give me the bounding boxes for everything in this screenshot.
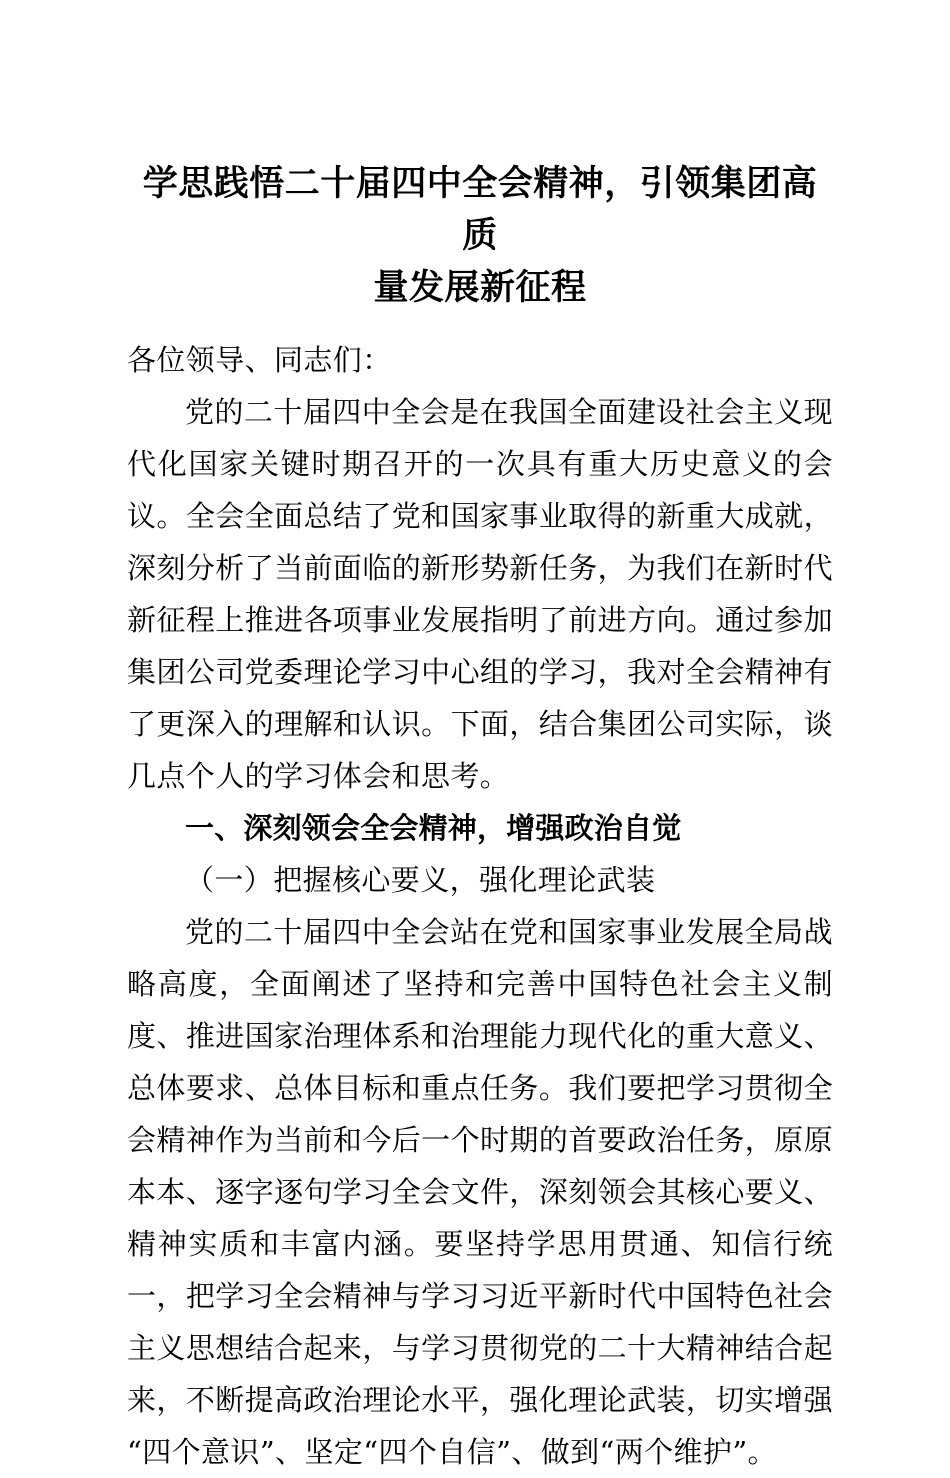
- document-title: [127, 0, 833, 314]
- salutation: 各位领导、同志们：: [127, 343, 392, 377]
- paragraph-section-1-1-body: 党的二十届四中全会站在党和国家事业发展全局战略高度，全面阐述了坚持和完善中国特色社会主义制度、推进国家治理体系和治理能力现代化的重大意义、总体要求、总体目标和重点任务。我们要把学习贯彻全会精神作为当前和今后一个时期的首要政治任务，原原本本、逐字逐句学习全会文件，深刻领会其核心要义、精神实质和丰富内涵。要坚持学思用贯通、知信行统一，把学习全会精神与学习习近平新时代中国特色社会主义思想结合起来，与学习贯彻党的二十大精神结合起来，不断提高政治理论水平，强化理论武装，切实增强“四个意识”、坚定“四个自信”、做到“两个维护”。: [127, 915, 833, 1469]
- document-title-line-2: 量发展新征程: [373, 267, 587, 308]
- document-title-line-1: 学思践悟二十届四中全会精神，引领集团高质: [142, 163, 818, 256]
- heading-section-1-1: （一）把握核心要义，强化理论武装: [185, 863, 656, 897]
- document-content-column: [127, 0, 833, 1478]
- heading-section-1: 一、深刻领会全会精神，增强政治自觉: [185, 811, 682, 845]
- paragraph-intro: 党的二十届四中全会是在我国全面建设社会主义现代化国家关键时期召开的一次具有重大历史意义的会议。全会全面总结了党和国家事业取得的新重大成就，深刻分析了当前面临的新形势新任务，为我们在新时代新征程上推进各项事业发展指明了前进方向。通过参加集团公司党委理论学习中心组的学习，我对全会精神有了更深入的理解和认识。下面，结合集团公司实际，谈几点个人的学习体会和思考。: [127, 395, 833, 793]
